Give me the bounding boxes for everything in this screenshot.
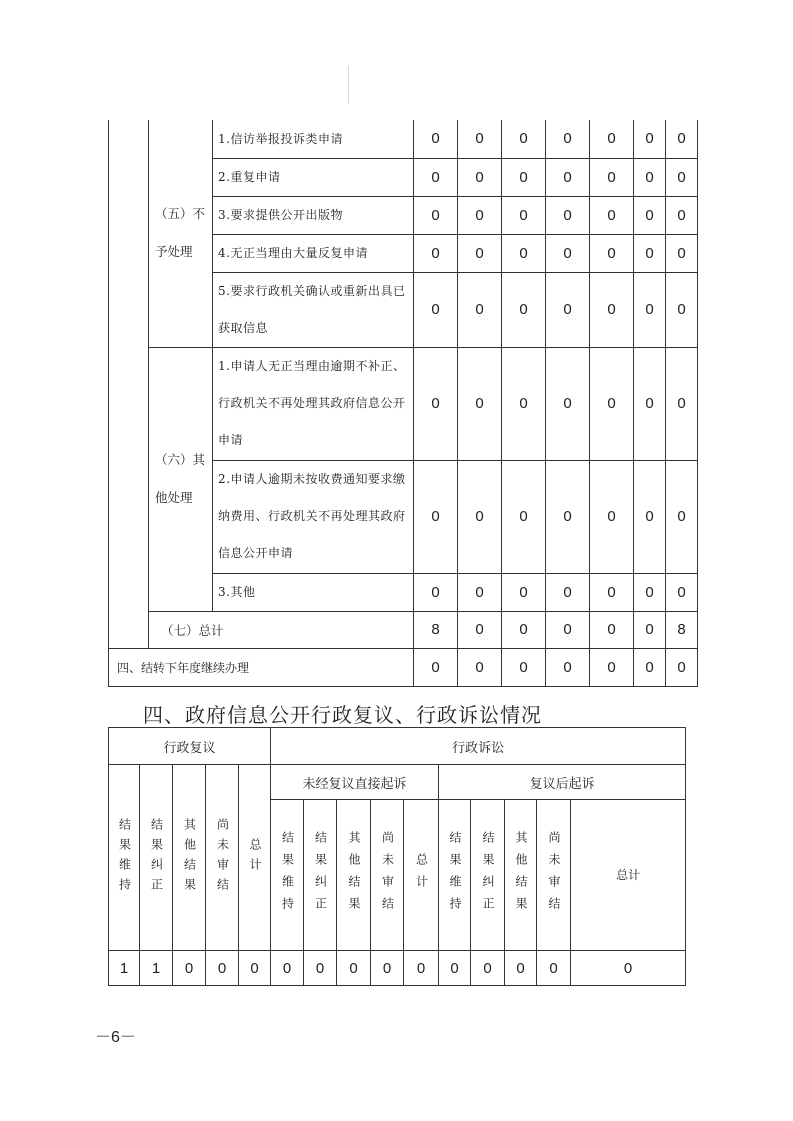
total-row: [109, 611, 698, 648]
carry-row: [109, 648, 698, 686]
page-number: －6－: [95, 1029, 136, 1046]
value-cell: 0: [590, 234, 634, 272]
value-cell: 0: [634, 611, 666, 648]
value-cell: 0: [414, 648, 458, 686]
item-label: 5.要求行政机关确认或重新出具已获取信息: [213, 272, 414, 347]
value-cell: 0: [414, 573, 458, 611]
column-header: 总计: [571, 800, 686, 951]
value-cell: 0: [666, 648, 698, 686]
value-cell: 0: [634, 272, 666, 347]
value-cell: 0: [502, 347, 546, 460]
value-cell: 0: [666, 460, 698, 573]
value-cell: 0: [502, 196, 546, 234]
table1-body: [109, 120, 698, 686]
value-cell: 0: [414, 120, 458, 158]
column-header: 结果纠正: [304, 800, 337, 951]
value-cell: 0: [304, 951, 337, 986]
value-cell: 0: [458, 234, 502, 272]
column-header: 尚未审结: [537, 800, 571, 951]
column-header: 结果维持: [439, 800, 471, 951]
item-label: 4.无正当理由大量反复申请: [213, 234, 414, 272]
value-cell: 0: [414, 460, 458, 573]
value-cell: 0: [666, 573, 698, 611]
item-label: 1.信访举报投诉类申请: [213, 120, 414, 158]
value-cell: 0: [546, 158, 590, 196]
header-litigation: 行政诉讼: [271, 728, 686, 765]
review-litigation-table: [108, 727, 686, 986]
value-cell: 0: [471, 951, 505, 986]
value-cell: 0: [634, 648, 666, 686]
table2-body: [109, 728, 686, 986]
item-label: 1.申请人无正当理由逾期不补正、行政机关不再处理其政府信息公开申请: [213, 347, 414, 460]
column-header: 结果纠正: [140, 765, 173, 951]
section-title: 四、政府信息公开行政复议、行政诉讼情况: [143, 703, 542, 727]
disclosure-results-table: [108, 120, 698, 687]
value-cell: 8: [666, 611, 698, 648]
value-cell: 0: [546, 347, 590, 460]
value-cell: 0: [546, 648, 590, 686]
value-cell: 0: [458, 158, 502, 196]
value-cell: 1: [109, 951, 140, 986]
header-review: 行政复议: [109, 728, 271, 765]
header-row: [109, 728, 686, 765]
column-header: 其他结果: [173, 765, 206, 951]
value-cell: 0: [337, 951, 371, 986]
item-label: 3.其他: [213, 573, 414, 611]
value-cell: 0: [502, 158, 546, 196]
value-cell: 0: [458, 272, 502, 347]
table-row: [109, 347, 698, 460]
values-row: [109, 951, 686, 986]
value-cell: 0: [439, 951, 471, 986]
item-label: 3.要求提供公开出版物: [213, 196, 414, 234]
value-cell: 0: [502, 272, 546, 347]
value-cell: 0: [634, 573, 666, 611]
value-cell: 0: [666, 272, 698, 347]
value-cell: 0: [414, 347, 458, 460]
value-cell: 0: [271, 951, 304, 986]
value-cell: 0: [458, 611, 502, 648]
value-cell: 0: [458, 347, 502, 460]
value-cell: 0: [458, 648, 502, 686]
column-header: 其他结果: [337, 800, 371, 951]
value-cell: 8: [414, 611, 458, 648]
carry-label: 四、结转下年度继续办理: [109, 648, 414, 686]
value-cell: 0: [546, 120, 590, 158]
value-cell: 0: [634, 196, 666, 234]
column-header: 结果维持: [271, 800, 304, 951]
fold-mark: [348, 66, 349, 104]
value-cell: 0: [414, 234, 458, 272]
value-cell: 0: [590, 158, 634, 196]
value-cell: 0: [634, 158, 666, 196]
value-cell: 0: [546, 234, 590, 272]
value-cell: 0: [590, 460, 634, 573]
value-cell: 0: [666, 234, 698, 272]
total-label: （七）总计: [149, 611, 414, 648]
value-cell: 0: [546, 573, 590, 611]
value-cell: 0: [414, 272, 458, 347]
value-cell: 0: [206, 951, 239, 986]
column-header: 尚未审结: [371, 800, 404, 951]
value-cell: 0: [505, 951, 537, 986]
value-cell: 0: [666, 120, 698, 158]
value-cell: 0: [502, 573, 546, 611]
value-cell: 0: [546, 196, 590, 234]
page-header-area: [0, 0, 793, 120]
column-header: 尚未审结: [206, 765, 239, 951]
value-cell: 0: [502, 648, 546, 686]
value-cell: 0: [546, 460, 590, 573]
value-cell: 0: [502, 120, 546, 158]
value-cell: 0: [239, 951, 271, 986]
item-label: 2.重复申请: [213, 158, 414, 196]
value-cell: 0: [590, 611, 634, 648]
category-label: （六）其他处理: [149, 347, 213, 611]
value-cell: 0: [546, 611, 590, 648]
value-cell: 0: [458, 120, 502, 158]
table-row: [109, 120, 698, 158]
value-cell: 0: [546, 272, 590, 347]
item-label: 2.申请人逾期未按收费通知要求缴纳费用、行政机关不再处理其政府信息公开申请: [213, 460, 414, 573]
value-cell: 0: [666, 196, 698, 234]
value-cell: 0: [634, 347, 666, 460]
value-cell: 0: [502, 460, 546, 573]
value-cell: 0: [634, 460, 666, 573]
value-cell: 0: [371, 951, 404, 986]
value-cell: 0: [666, 158, 698, 196]
value-cell: 0: [404, 951, 439, 986]
value-cell: 0: [502, 234, 546, 272]
value-cell: 0: [590, 272, 634, 347]
blank-cell: [109, 120, 149, 648]
header-after: 复议后起诉: [439, 765, 686, 800]
value-cell: 0: [458, 460, 502, 573]
column-header: 结果维持: [109, 765, 140, 951]
value-cell: 0: [590, 648, 634, 686]
column-header: 结果纠正: [471, 800, 505, 951]
value-cell: 0: [634, 234, 666, 272]
value-cell: 0: [634, 120, 666, 158]
header-direct: 未经复议直接起诉: [271, 765, 439, 800]
value-cell: 0: [414, 196, 458, 234]
value-cell: 0: [537, 951, 571, 986]
value-cell: 0: [666, 347, 698, 460]
value-cell: 1: [140, 951, 173, 986]
column-header: 总计: [239, 765, 271, 951]
column-header: 总计: [404, 800, 439, 951]
subheader-row: [109, 765, 686, 800]
value-cell: 0: [502, 611, 546, 648]
value-cell: 0: [590, 120, 634, 158]
value-cell: 0: [590, 347, 634, 460]
value-cell: 0: [173, 951, 206, 986]
value-cell: 0: [458, 196, 502, 234]
value-cell: 0: [590, 196, 634, 234]
column-header: 其他结果: [505, 800, 537, 951]
value-cell: 0: [590, 573, 634, 611]
value-cell: 0: [458, 573, 502, 611]
category-label: （五）不予处理: [149, 120, 213, 347]
value-cell: 0: [414, 158, 458, 196]
value-cell: 0: [571, 951, 686, 986]
